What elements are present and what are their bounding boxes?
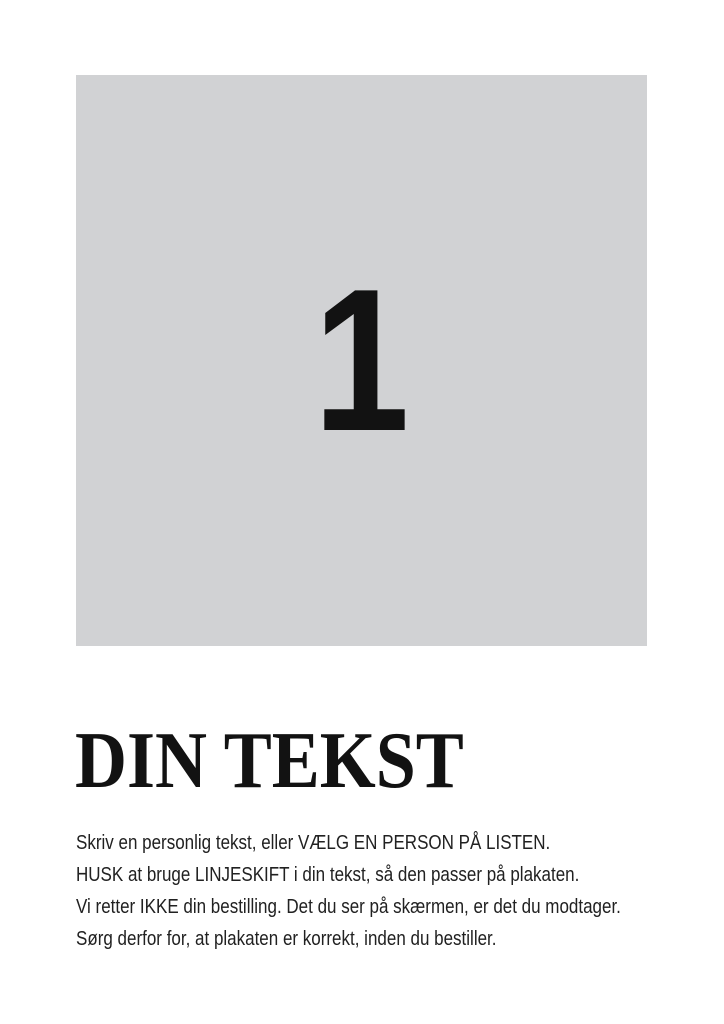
instruction-line-4: Sørg derfor for, at plakaten er korrekt, inden du bestiller. bbox=[76, 928, 497, 950]
instruction-line-1: Skriv en personlig tekst, eller VÆLG EN PERSON PÅ LISTEN. bbox=[76, 832, 551, 854]
instruction-line-3: Vi retter IKKE din bestilling. Det du ser på skærmen, er det du modtager. bbox=[76, 896, 621, 918]
instruction-line-2: HUSK at bruge LINJESKIFT i din tekst, så den passer på plakaten. bbox=[76, 864, 580, 886]
poster-image-placeholder bbox=[76, 75, 647, 646]
placeholder-number: 1 bbox=[313, 247, 410, 474]
poster-title: DIN TEKST bbox=[75, 717, 464, 805]
poster-instructions bbox=[76, 827, 621, 955]
